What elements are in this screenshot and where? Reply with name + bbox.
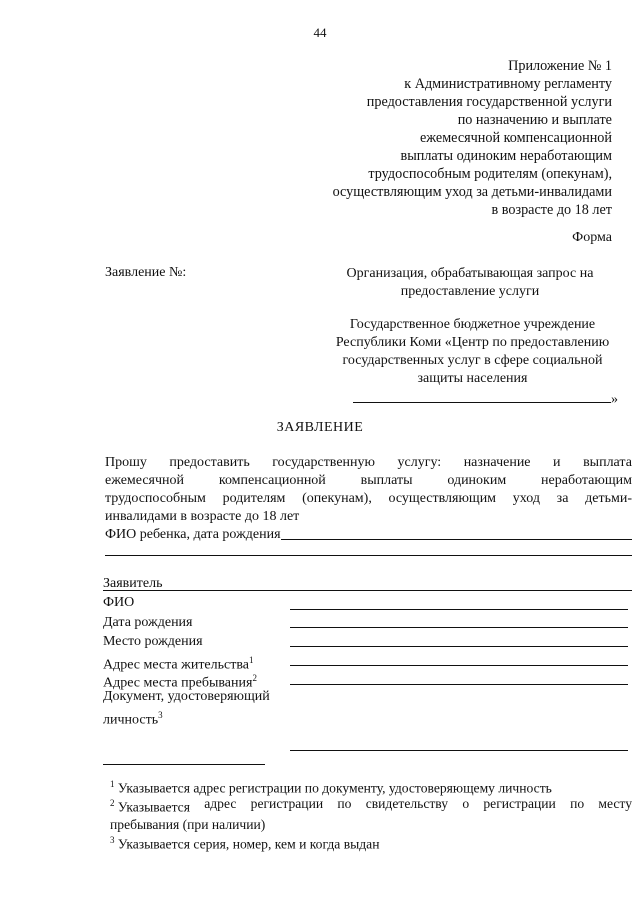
footnote-word: адрес [204, 796, 237, 811]
request-word: детьми- [585, 491, 632, 506]
birth-date-field[interactable] [290, 627, 628, 628]
document-title: ЗАЯВЛЕНИЕ [276, 420, 364, 435]
footnote-word: месту [598, 796, 632, 811]
request-word: компенсационной [218, 473, 326, 488]
fio-field[interactable] [290, 609, 628, 610]
footnote-ref: 3 [158, 710, 163, 720]
footnote-word: по [570, 796, 585, 811]
footnote-text: Указывается серия, номер, кем и когда выдан [117, 836, 380, 852]
request-word: уход [512, 491, 540, 506]
footnote-word: регистрации [250, 796, 324, 811]
request-word: неработающим [541, 473, 632, 488]
request-line-4: инвалидами в возрасте до 18 лет [105, 509, 300, 524]
organization-name-line: защиты населения [417, 371, 528, 386]
footnote-ref: 1 [249, 655, 254, 665]
appendix-line: ежемесячной компенсационной [420, 130, 612, 146]
organization-heading-line: Организация, обрабатывающая запрос на [346, 266, 594, 281]
birth-place-label: Место рождения [103, 634, 203, 649]
footnote-number: 1 [110, 779, 115, 789]
child-fio-field[interactable] [281, 526, 632, 540]
appendix-line: выплаты одиноким неработающим [400, 148, 612, 164]
page-number: 44 [313, 25, 327, 40]
footnote-word: Указывается [117, 799, 190, 815]
appendix-line: по назначению и выплате [457, 112, 612, 128]
request-word: выплата [583, 455, 632, 470]
request-word: осуществляющим [388, 491, 497, 506]
request-word: предоставить [169, 455, 250, 470]
footnote-1 [110, 776, 632, 797]
appendix-line: предоставления государственной услуги [366, 94, 612, 110]
footnote-2-first [110, 795, 190, 816]
request-word: одиноким [447, 473, 507, 488]
applicant-heading-underline [103, 590, 632, 591]
request-word: выплаты [360, 473, 413, 488]
appendix-line: Приложение № 1 [508, 58, 612, 74]
organization-heading-line: предоставление услуги [400, 284, 540, 299]
child-label: ФИО ребенка, дата рождения [105, 527, 281, 542]
stay-label-text: Адрес места пребывания [103, 675, 253, 691]
residence-field[interactable] [290, 665, 628, 666]
document-field[interactable] [290, 750, 628, 751]
appendix-line: к Административному регламенту [404, 76, 612, 92]
document-label-line: Документ, удостоверяющий [103, 689, 270, 704]
child-row [105, 526, 632, 544]
request-word: услугу: [397, 455, 442, 470]
footnote-2-line-1 [110, 795, 632, 816]
request-line-2 [105, 472, 632, 490]
appendix-line: трудоспособным родителям (опекунам), [368, 166, 612, 182]
stay-field[interactable] [290, 684, 628, 685]
request-word: родителям [222, 491, 286, 506]
residence-label-text: Адрес места жительства [103, 657, 249, 673]
organization-blank-line[interactable] [353, 388, 611, 403]
footnote-separator [103, 764, 265, 765]
footnote-word: по [337, 796, 352, 811]
request-word: (опекунам), [302, 491, 372, 506]
request-word: Прошу [105, 455, 147, 470]
document-label-text: личность [103, 712, 159, 728]
applicant-heading: Заявитель [103, 576, 163, 591]
request-line-3 [105, 490, 632, 508]
request-word: ежемесячной [105, 473, 185, 488]
organization-name-line: государственных услуг в сфере социальной [342, 353, 603, 368]
child-extra-line[interactable] [105, 555, 632, 556]
document-label [103, 688, 270, 730]
request-line-1 [105, 454, 632, 472]
request-word: трудоспособным [105, 491, 206, 506]
appendix-line: осуществляющим уход за детьми-инвалидами [332, 184, 612, 200]
organization-name-line: Республики Коми «Центр по предоставлению [335, 335, 610, 350]
footnote-2-line-2: пребывания (при наличии) [110, 816, 266, 832]
birth-place-field[interactable] [290, 646, 628, 647]
organization-blank-row [325, 388, 620, 409]
request-word: за [556, 491, 569, 506]
footnote-word: регистрации [483, 796, 556, 811]
appendix-line: в возрасте до 18 лет [491, 202, 612, 218]
footnote-word: свидетельству [365, 796, 449, 811]
request-word: и [553, 455, 561, 470]
organization-name [325, 316, 620, 409]
appendix-header [333, 57, 612, 219]
request-word: государственную [272, 455, 375, 470]
closing-quote: » [611, 392, 618, 407]
application-number-label: Заявление №: [105, 265, 187, 280]
organization-heading [330, 265, 610, 301]
fio-label: ФИО [103, 595, 135, 610]
document-label-line [103, 706, 270, 730]
footnote-number: 3 [110, 835, 115, 845]
footnote-ref: 2 [252, 673, 257, 683]
birth-date-label: Дата рождения [103, 615, 193, 630]
footnote-word: о [462, 796, 470, 811]
request-paragraph [105, 454, 632, 526]
organization-name-line: Государственное бюджетное учреждение [349, 317, 596, 332]
footnote-2 [110, 795, 632, 833]
footnote-text: Указывается адрес регистрации по документу, удостоверяющему личность [117, 780, 552, 796]
footnote-3 [110, 832, 632, 853]
footnote-number: 2 [110, 798, 115, 808]
request-word: назначение [463, 455, 531, 470]
form-label: Форма [572, 230, 612, 245]
